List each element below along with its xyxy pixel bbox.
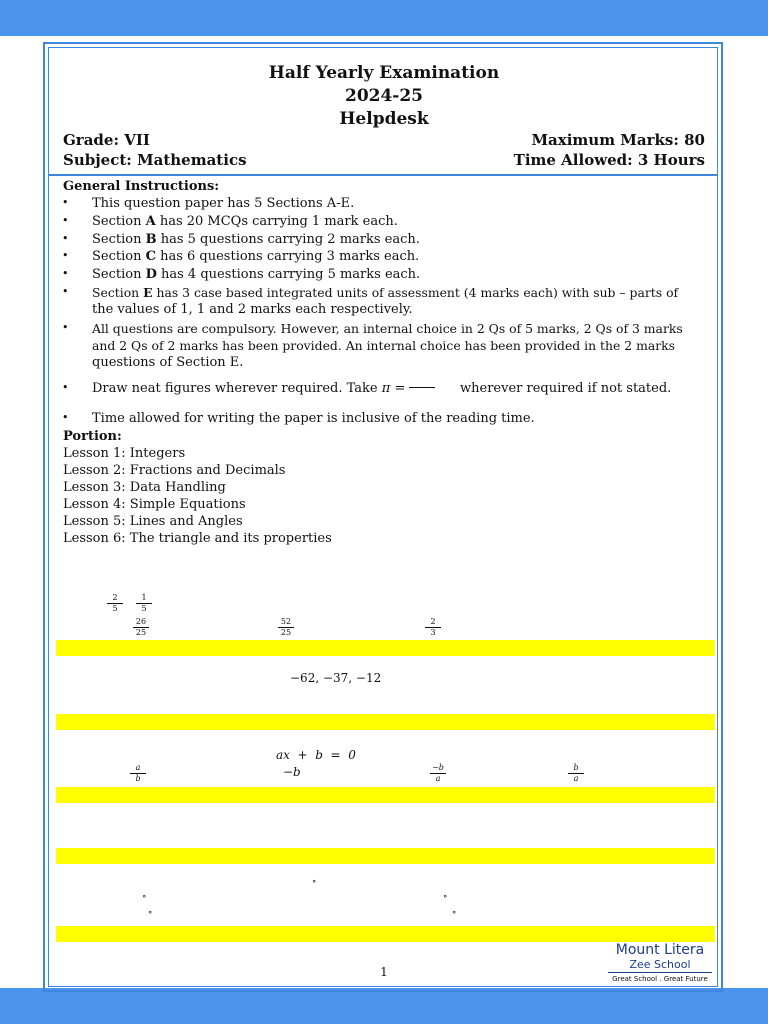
bullet-icon: • [62,249,69,262]
exam-subtitle: Helpdesk [339,109,429,129]
degree-symbol: ∘ [142,892,147,902]
fraction-52-25: 52 25 [278,618,294,637]
instruction-item-1: This question paper has 5 Sections A-E. [92,196,355,211]
lesson-item: Lesson 1: Integers [63,446,186,461]
equation: ax + b = 0 [276,748,356,762]
lesson-item: Lesson 3: Data Handling [63,480,226,495]
instruction-item-9: Time allowed for writing the paper is inclusive of the reading time. [92,411,535,426]
instruction-item-6-cont: the values of 1, 1 and 2 marks each respectively. [92,302,413,317]
fraction-negb-a: −b a [430,764,446,783]
bullet-icon: • [62,267,69,280]
bullet-icon: • [62,214,69,227]
fraction-2-5: 2 5 [107,594,123,613]
lesson-item: Lesson 6: The triangle and its properties [63,531,332,546]
fraction-b-a: b a [568,764,584,783]
top-color-band [0,0,768,36]
degree-symbol: ∘ [148,908,153,918]
page-number: 1 [380,965,388,979]
instruction-item-3: Section B has 5 questions carrying 2 marks each. [92,232,420,247]
portion-heading: Portion: [63,429,122,444]
instruction-item-2: Section A has 20 MCQs carrying 1 mark each. [92,214,398,229]
bullet-icon: • [62,285,69,298]
bullet-icon: • [62,196,69,209]
time-allowed-label: Time Allowed: 3 Hours [513,151,705,169]
instruction-item-5: Section D has 4 questions carrying 5 marks each. [92,267,421,282]
bullet-icon: • [62,381,69,394]
fraction-1-5: 1 5 [136,594,152,613]
highlight-band [56,926,715,942]
school-logo [608,942,712,983]
lesson-item: Lesson 5: Lines and Angles [63,514,243,529]
negative-b: −b [283,765,301,779]
instruction-item-4: Section C has 6 questions carrying 3 marks each. [92,249,420,264]
logo-subname: Zee School [608,958,712,973]
bottom-color-band [0,988,768,1024]
fraction-a-b: a b [130,764,146,783]
max-marks-label: Maximum Marks: 80 [531,131,705,149]
degree-symbol: ∘ [312,877,317,887]
instruction-item-7-cont-1: and 2 Qs of 2 marks has been provided. An internal choice has been provided in the 2 marks [92,338,676,353]
lesson-item: Lesson 4: Simple Equations [63,497,246,512]
fraction-26-25: 26 25 [133,618,149,637]
lesson-item: Lesson 2: Fractions and Decimals [63,463,286,478]
degree-symbol: ∘ [443,892,448,902]
instruction-item-6: Section E has 3 case based integrated units of assessment (4 marks each) with sub – parts of [92,285,679,300]
logo-tagline: Great School . Great Future [612,975,708,983]
logo-name: Mount Litera [615,942,705,958]
highlight-band [56,848,715,864]
fraction-2-3: 2 3 [425,618,441,637]
highlight-band [56,787,715,803]
bullet-icon: • [62,411,69,424]
instruction-item-7-cont-2: questions of Section E. [92,355,244,370]
header-divider [48,174,718,176]
degree-symbol: ∘ [452,908,457,918]
instructions-heading: General Instructions: [63,179,220,194]
instruction-item-8: Draw neat figures wherever required. Take π = wherever required if not stated. [92,381,672,396]
subject-label: Subject: Mathematics [63,151,247,169]
integer-list: −62, −37, −12 [290,671,382,685]
highlight-band [56,714,715,730]
bullet-icon: • [62,321,69,334]
bullet-icon: • [62,232,69,245]
instruction-item-7: All questions are compulsory. However, an internal choice in 2 Qs of 5 marks, 2 Qs of 3 marks [92,321,683,336]
highlight-band [56,640,715,656]
exam-title: Half Yearly Examination [268,63,500,83]
grade-label: Grade: VII [63,131,150,149]
exam-year: 2024-25 [344,86,424,106]
